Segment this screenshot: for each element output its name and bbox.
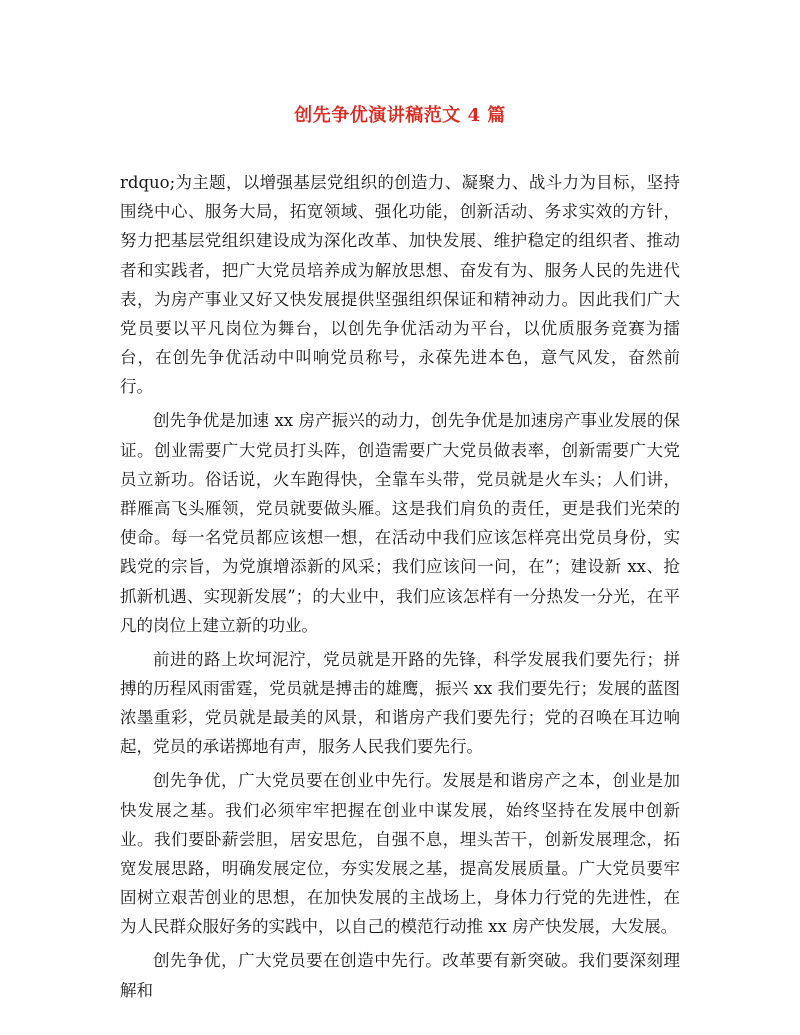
paragraph-5: 创先争优，广大党员要在创造中先行。改革要有新突破。我们要深刻理解和 [120, 951, 680, 1000]
document-title: 创先争优演讲稿范文 4 篇 [294, 105, 506, 126]
paragraph-1: rdquo;为主题，以增强基层党组织的创造力、凝聚力、战斗力为目标，坚持围绕中心、服务大局，拓宽领域、强化功能，创新活动、务求实效的方针，努力把基层党组织建设成为深化改革、加快发展、维护稳定的组织者、推动者和实践者，把广大党员培养成为解放思想、奋发有为、服务人民的先进代表，为房产事业又好又快发展提供坚强组织保证和精神动力。因此我们广大党员要以平凡岗位为舞台，以创先争优活动为平台，以优质服务竞赛为擂台，在创先争优活动中叫响党员称号，永葆先进本色，意气风发，奋然前行。 [120, 173, 680, 397]
paragraph-3: 前进的路上坎坷泥泞，党员就是开路的先锋，科学发展我们要先行；拼搏的历程风雨雷霆，党员就是搏击的雄鹰，振兴 xx 我们要先行；发展的蓝图浓墨重彩，党员就是最美的风景，和谐房产我们要先行；党的召唤在耳边响起，党员的承诺掷地有声，服务人民我们要先行。 [120, 649, 680, 757]
document-body [120, 168, 680, 1010]
paragraph-4: 创先争优，广大党员要在创业中先行。发展是和谐房产之本，创业是加快发展之基。我们必须牢牢把握在创业中谋发展，始终坚持在发展中创新业。我们要卧薪尝胆，居安思危，自强不息，埋头苦干，创新发展理念，拓宽发展思路，明确发展定位，夯实发展之基，提高发展质量。广大党员要牢固树立艰苦创业的思想，在加快发展的主战场上，身体力行党的先进性，在为人民群众服好务的实践中，以自己的模范行动推 xx 房产快发展，大发展。 [120, 771, 680, 937]
paragraph-2: 创先争优是加速 xx 房产振兴的动力，创先争优是加速房产事业发展的保证。创业需要广大党员打头阵，创造需要广大党员做表率，创新需要广大党员立新功。俗话说，火车跑得快，全靠车头带，党员就是火车头；人们讲，群雁高飞头雁领，党员就要做头雁。这是我们肩负的责任，更是我们光荣的使命。每一名党员都应该想一想，在活动中我们应该怎样亮出党员身份，实践党的宗旨，为党旗增添新的风采；我们应该问一问，在”；建设新 xx、抢抓新机遇、实现新发展”；的大业中，我们应该怎样有一分热发一分光，在平凡的岗位上建立新的功业。 [120, 411, 680, 635]
